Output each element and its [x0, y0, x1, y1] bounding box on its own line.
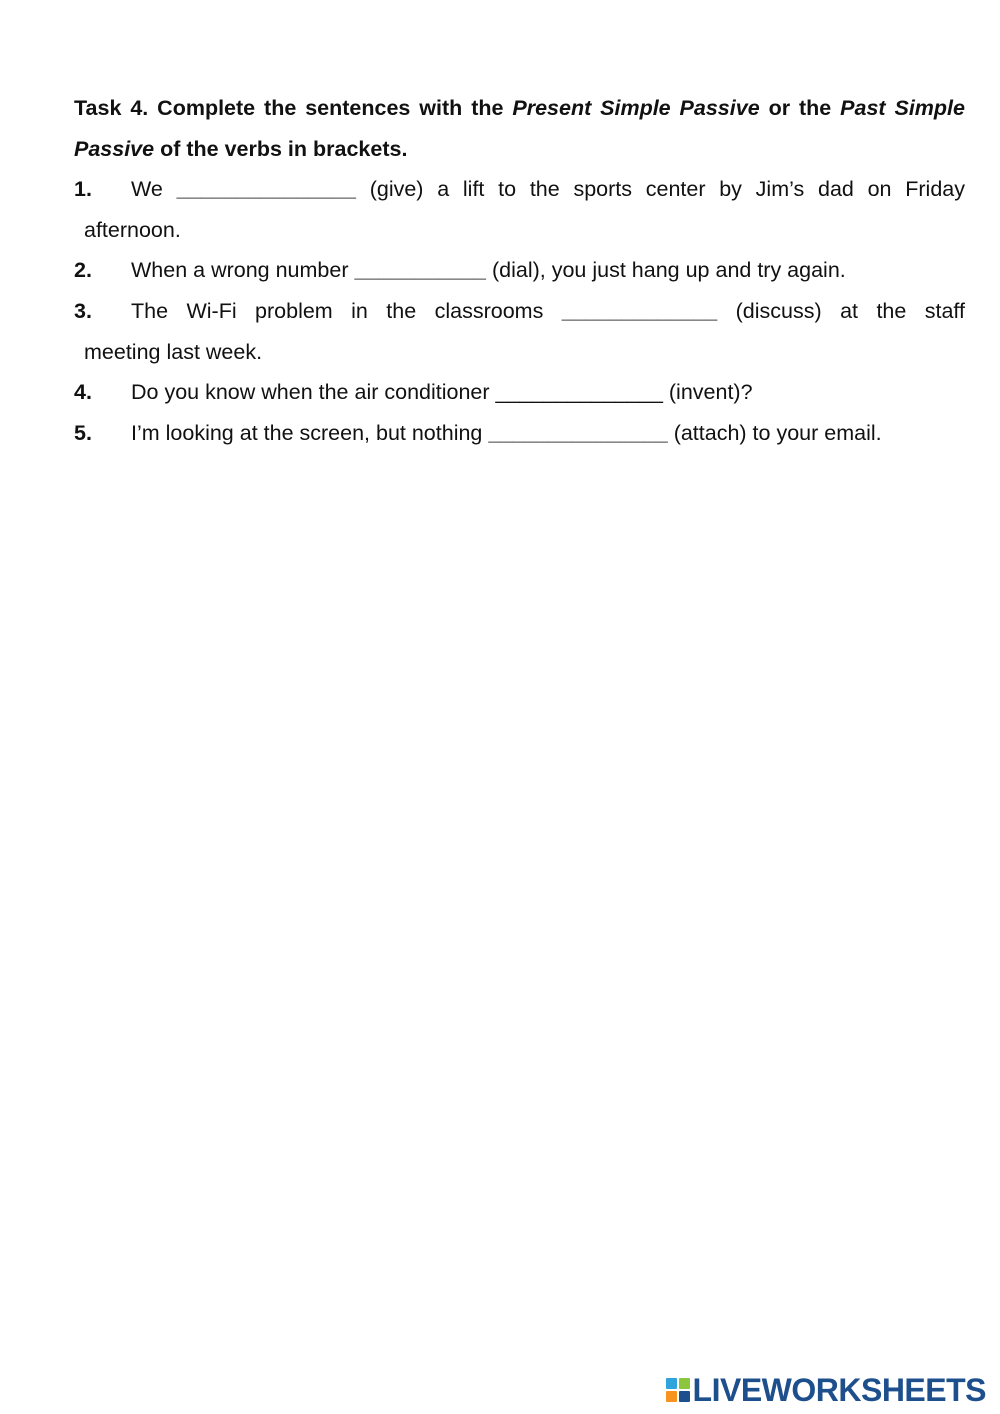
logo-square-3: [666, 1391, 677, 1402]
question-1: [74, 169, 965, 210]
question-1-continuation: afternoon.: [84, 217, 181, 242]
question-text: [131, 372, 965, 413]
task-heading-past-simple-passive: Past Simple Passive: [74, 96, 965, 161]
answer-blank-4[interactable]: ______________: [495, 380, 663, 405]
task-heading-connector: or the: [759, 96, 841, 120]
logo-square-2: [679, 1378, 690, 1389]
logo-square-1: [666, 1378, 677, 1389]
question-text-after: (invent)?: [662, 380, 753, 405]
logo-mark-icon: [666, 1378, 690, 1402]
question-text-after: (discuss) at the staff: [717, 298, 965, 323]
question-text-after: (attach) to your email.: [667, 420, 882, 445]
question-3: [74, 291, 965, 332]
question-3-continuation: meeting last week.: [84, 339, 263, 364]
worksheet: [74, 88, 965, 453]
task-heading-present-simple-passive: Present Simple Passive: [512, 96, 760, 120]
question-text: [131, 291, 965, 332]
answer-blank-2[interactable]: ___________: [354, 258, 487, 283]
task-heading-ending: of the verbs in brackets.: [154, 136, 408, 161]
question-number: 1.: [74, 177, 92, 202]
question-text-after: (dial), you just hang up and try again.: [486, 258, 846, 283]
question-number: 3.: [74, 298, 92, 323]
liveworksheets-logo: [666, 1372, 986, 1408]
question-text: [131, 169, 965, 210]
question-number: 4.: [74, 380, 92, 405]
question-text-after: (give) a lift to the sports center by Jim’s dad on Friday: [355, 177, 965, 202]
answer-blank-5[interactable]: _______________: [488, 420, 668, 445]
answer-blank-3[interactable]: _____________: [561, 298, 718, 323]
question-text-before: We: [131, 177, 177, 202]
question-text-before: Do you know when the air conditioner: [131, 380, 496, 405]
answer-blank-1[interactable]: _______________: [176, 177, 356, 202]
question-5: [74, 413, 965, 454]
question-number: 5.: [74, 420, 92, 445]
task-heading: [74, 88, 965, 169]
logo-text: LIVEWORKSHEETS: [692, 1371, 986, 1408]
logo-square-4: [679, 1391, 690, 1402]
question-text-before: The Wi-Fi problem in the classrooms: [131, 298, 562, 323]
question-text: [131, 250, 965, 291]
task-heading-text: Task 4. Complete the sentences with the: [74, 96, 513, 120]
question-2: [74, 250, 965, 291]
question-text: [131, 413, 965, 454]
question-text-before: I’m looking at the screen, but nothing: [131, 420, 489, 445]
question-number: 2.: [74, 258, 92, 283]
question-4: [74, 372, 965, 413]
question-text-before: When a wrong number: [131, 258, 355, 283]
